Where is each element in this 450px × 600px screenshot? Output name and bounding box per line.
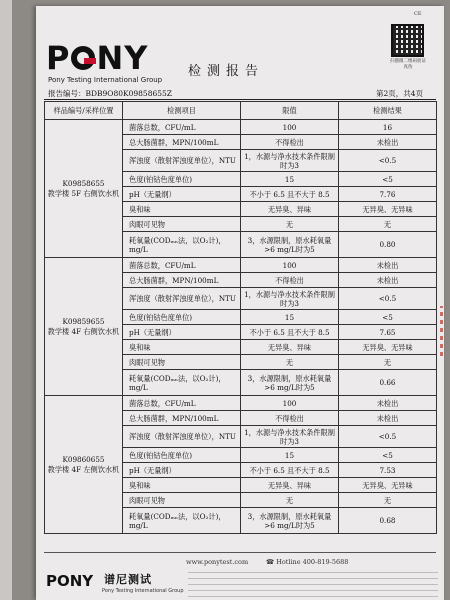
item-cell: 菌落总数，CFU/mL [123, 258, 241, 273]
table-row [45, 258, 437, 273]
limit-cell: 100 [241, 120, 339, 135]
limit-cell: 1，水源与净水技术条件限制时为3 [241, 150, 339, 172]
limit-cell: 无异臭、异味 [241, 478, 339, 493]
item-cell: 肉眼可见物 [123, 217, 241, 232]
result-cell: <5 [339, 172, 437, 187]
result-cell: <0.5 [339, 150, 437, 172]
column-header: 样品编号/采样位置 [45, 102, 123, 120]
limit-cell: 100 [241, 396, 339, 411]
result-cell: 0.80 [339, 232, 437, 258]
footer-logo-cn: 谱尼测试 [104, 573, 152, 586]
phone-icon: ☎ [266, 558, 275, 566]
limit-cell: 15 [241, 172, 339, 187]
report-number: 报告编号：BDB9O80K09858655Z [48, 89, 172, 98]
item-cell: 总大肠菌群，MPN/100mL [123, 273, 241, 288]
result-cell: 7.65 [339, 325, 437, 340]
results-table [44, 101, 437, 534]
item-cell: 总大肠菌群，MPN/100mL [123, 135, 241, 150]
limit-cell: 不小于 6.5 且不大于 8.5 [241, 463, 339, 478]
limit-cell: 无 [241, 355, 339, 370]
limit-cell: 15 [241, 448, 339, 463]
result-cell: 未检出 [339, 135, 437, 150]
document-title: 检测报告 [188, 64, 265, 79]
result-cell: 16 [339, 120, 437, 135]
qr-code-icon [391, 24, 424, 57]
item-cell: 浑浊度（散射浑浊度单位），NTU [123, 426, 241, 448]
footer-group-name: Pony Testing International Group [102, 588, 184, 594]
result-cell: 未检出 [339, 411, 437, 426]
limit-cell: 3，水源限制，原水耗氧量>6 mg/L时为5 [241, 232, 339, 258]
qr-caption: 扫描微二维码验证真伪 [390, 59, 426, 70]
item-cell: 菌落总数，CFU/mL [123, 396, 241, 411]
item-cell: 肉眼可见物 [123, 493, 241, 508]
result-cell: <0.5 [339, 288, 437, 310]
item-cell: 耗氧量(CODₘₙ法，以O₂计)，mg/L [123, 508, 241, 534]
result-cell: <5 [339, 448, 437, 463]
result-cell: 无异臭、无异味 [339, 478, 437, 493]
item-cell: pH（无量纲） [123, 463, 241, 478]
item-cell: 浑浊度（散射浑浊度单位），NTU [123, 150, 241, 172]
limit-cell: 不得检出 [241, 135, 339, 150]
side-stamp-mark [440, 306, 443, 356]
sample-cell: K09860655 教学楼 4F 左侧饮水机 [45, 396, 123, 534]
column-header: 检测结果 [339, 102, 437, 120]
limit-cell: 不得检出 [241, 411, 339, 426]
limit-cell: 1，水源与净水技术条件限制时为3 [241, 426, 339, 448]
limit-cell: 无异臭、异味 [241, 340, 339, 355]
limit-cell: 无 [241, 217, 339, 232]
result-cell: 0.68 [339, 508, 437, 534]
limit-cell: 不小于 6.5 且不大于 8.5 [241, 325, 339, 340]
item-cell: 耗氧量(CODₘₙ法，以O₂计)，mg/L [123, 370, 241, 396]
result-cell: 无 [339, 355, 437, 370]
result-cell: <5 [339, 310, 437, 325]
column-header: 检测项目 [123, 102, 241, 120]
limit-cell: 3，水源限制，原水耗氧量>6 mg/L时为5 [241, 508, 339, 534]
limit-cell: 3，水源限制，原水耗氧量>6 mg/L时为5 [241, 370, 339, 396]
footer-logo: PONY [46, 572, 94, 590]
hotline [266, 558, 348, 566]
result-cell: 无异臭、无异味 [339, 340, 437, 355]
sample-cell: K09859655 教学楼 4F 右侧饮水机 [45, 258, 123, 396]
pony-logo: P NY [46, 39, 149, 77]
item-cell: 臭和味 [123, 478, 241, 493]
item-cell: 臭和味 [123, 202, 241, 217]
result-cell: 7.53 [339, 463, 437, 478]
limit-cell: 15 [241, 310, 339, 325]
limit-cell: 100 [241, 258, 339, 273]
result-cell: 7.76 [339, 187, 437, 202]
result-cell: <0.5 [339, 426, 437, 448]
branch-contacts [188, 569, 438, 597]
logo-o-mark [71, 46, 95, 70]
limit-cell: 1，水源与净水技术条件限制时为3 [241, 288, 339, 310]
company-name-en: Pony Testing International Group [48, 76, 163, 84]
folder-binding [0, 0, 12, 600]
item-cell: 色度(铂钴色度单位) [123, 310, 241, 325]
header-rule [44, 99, 436, 100]
item-cell: 色度(铂钴色度单位) [123, 448, 241, 463]
result-cell: 0.66 [339, 370, 437, 396]
result-cell: 未检出 [339, 273, 437, 288]
sample-cell: K09858655 教学楼 5F 右侧饮水机 [45, 120, 123, 258]
limit-cell: 不小于 6.5 且不大于 8.5 [241, 187, 339, 202]
table-row [45, 120, 437, 135]
limit-cell: 不得检出 [241, 273, 339, 288]
result-cell: 未检出 [339, 396, 437, 411]
limit-cell: 无异臭、异味 [241, 202, 339, 217]
item-cell: pH（无量纲） [123, 325, 241, 340]
column-header: 限值 [241, 102, 339, 120]
item-cell: 臭和味 [123, 340, 241, 355]
limit-cell: 无 [241, 493, 339, 508]
qr-code-label: CE [414, 11, 422, 17]
footer-rule [44, 552, 436, 553]
item-cell: 菌落总数，CFU/mL [123, 120, 241, 135]
table-row [45, 396, 437, 411]
item-cell: 浑浊度（散射浑浊度单位），NTU [123, 288, 241, 310]
result-cell: 无 [339, 493, 437, 508]
hotline-text: Hotline 400-819-5688 [276, 558, 349, 566]
result-cell: 无异臭、无异味 [339, 202, 437, 217]
item-cell: 总大肠菌群，MPN/100mL [123, 411, 241, 426]
item-cell: 色度(铂钴色度单位) [123, 172, 241, 187]
item-cell: 耗氧量(CODₘₙ法，以O₂计)，mg/L [123, 232, 241, 258]
table-header-row [45, 102, 437, 120]
result-cell: 未检出 [339, 258, 437, 273]
item-cell: 肉眼可见物 [123, 355, 241, 370]
result-cell: 无 [339, 217, 437, 232]
website: www.ponytest.com [186, 558, 249, 566]
page-number: 第2页，共4页 [376, 89, 424, 98]
item-cell: pH（无量纲） [123, 187, 241, 202]
report-page [36, 6, 444, 600]
